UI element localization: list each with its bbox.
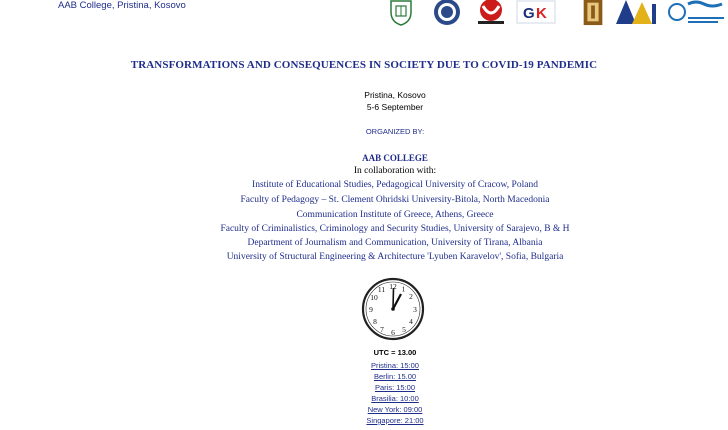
timezone-link-singapore[interactable]: Singapore: 21:00	[366, 416, 424, 425]
timezone-link-brasilia[interactable]: Brasilia: 10:00	[371, 394, 419, 403]
svg-text:3: 3	[413, 305, 417, 314]
seal-logo-2	[432, 0, 462, 26]
svg-text:4: 4	[409, 317, 413, 326]
svg-text:11: 11	[377, 285, 386, 294]
conference-date: 5-6 September	[366, 102, 424, 112]
timezone-link-new-york[interactable]: New York: 09:00	[367, 405, 423, 414]
svg-text:12: 12	[389, 282, 397, 291]
collaboration-label: In collaboration with:	[353, 166, 437, 176]
svg-text:1: 1	[401, 284, 406, 294]
akt-logo-6	[614, 0, 658, 26]
svg-text:10: 10	[370, 293, 378, 302]
svg-text:5: 5	[402, 325, 406, 334]
institution-item: University of Structural Engineering & Architecture 'Lyuben Karavelov', Sofia, Bulgaria	[226, 252, 564, 262]
organizer-name: AAB COLLEGE	[362, 153, 428, 163]
institution-item: Faculty of Pedagogy – St. Clement Ohridski University-Bitola, North Macedonia	[240, 195, 550, 205]
svg-text:6: 6	[391, 328, 395, 337]
svg-text:8: 8	[373, 317, 377, 326]
svg-text:9: 9	[369, 305, 373, 314]
clock-icon	[361, 277, 425, 341]
institution-item: Institute of Educational Studies, Pedagogical University of Cracow, Poland	[252, 180, 538, 190]
timezone-link-berlin[interactable]: Berlin: 15.00	[373, 372, 417, 381]
partner-logos	[388, 0, 728, 28]
conference-title: TRANSFORMATIONS AND CONSEQUENCES IN SOCIETY DUE TO COVID-19 PANDEMIC	[130, 59, 598, 71]
timezone-link-pristina[interactable]: Pristina: 15:00	[371, 361, 419, 370]
red-emblem-logo-3	[474, 0, 508, 26]
svg-text:2: 2	[409, 292, 413, 301]
header-organization: AAB College, Pristina, Kosovo	[58, 0, 186, 11]
tower-logo-5	[582, 0, 604, 26]
crest-logo-1	[388, 0, 414, 26]
institution-item: Faculty of Criminalistics, Criminology and Security Studies, University of Sarajevo, B & H	[220, 224, 570, 234]
conference-location: Pristina, Kosovo	[364, 90, 426, 100]
utc-time: UTC = 13.00	[373, 348, 417, 357]
institution-item: Department of Journalism and Communication, University of Tirana, Albania	[247, 238, 543, 248]
svg-text:G: G	[523, 5, 535, 22]
svg-text:K: K	[536, 5, 547, 22]
timezone-link-paris[interactable]: Paris: 15:00	[374, 383, 416, 392]
organized-by-label: ORGANIZED BY:	[365, 127, 425, 136]
institution-item: Communication Institute of Greece, Athens, Greece	[296, 210, 494, 220]
svg-text:7: 7	[380, 325, 384, 334]
cmiinc-logo-7	[668, 0, 728, 26]
gk-logo-4	[516, 0, 556, 26]
